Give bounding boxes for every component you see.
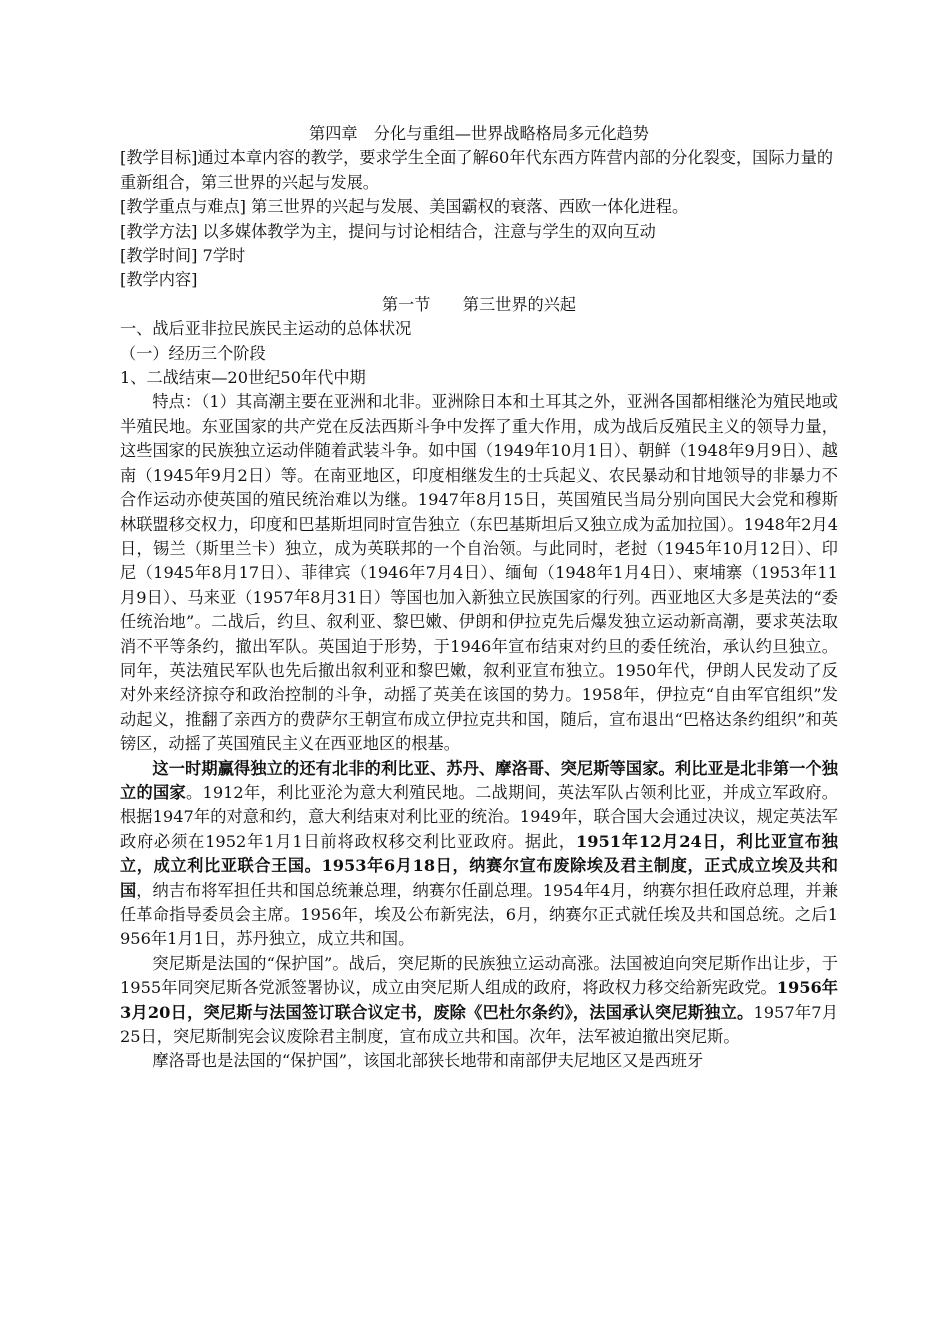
heading-level-2: （一）经历三个阶段: [120, 343, 266, 363]
bold-text: 1956年3月20日，突尼斯与法国签订联合议定书，废除《巴杜尔条约》，法国承认突尼斯独立。: [120, 978, 838, 1022]
chapter-title: 第四章 分化与重组—世界战略格局多元化趋势: [309, 124, 649, 143]
body-text: 1957年7月25日，突尼斯制宪会议废除君主制度，宣布成立共和国。次年，法军被迫撤出突尼斯。: [120, 1002, 839, 1047]
teaching-goal: [教学目标]通过本章内容的教学，要求学生全面了解60年代东西方阵营内部的分化裂变，国际力量的重新组合，第三世界的兴起与发展。: [120, 148, 834, 192]
teaching-method: [教学方法] 以多媒体教学为主，提问与讨论相结合，注意与学生的双向互动: [120, 221, 656, 241]
teaching-time: [教学时间] 7学时: [120, 246, 246, 266]
paragraph-asia: 特点：（1）其高潮主要在亚洲和北非。亚洲除日本和土耳其之外，亚洲各国都相继沦为殖民地或半殖民地。东亚国家的共产党在反法西斯斗争中发挥了重大作用，成为战后反殖民主义的领导力量，这些国家的民族独立运动伴随着武装斗争。如中国（1949年10月1日）、朝鲜（1948年9月9日）、越南（1945年9月2日）等。在南亚地区，印度相继发生的士兵起义、农民暴动和甘地领导的非暴力不合作运动亦使英国的殖民统治难以为继。1947年8月15日，英国殖民当局分别向国民大会党和穆斯林联盟移交权力，印度和巴基斯坦同时宣告独立（东巴基斯坦后又独立成为孟加拉国）。1948年2月4日，锡兰（斯里兰卡）独立，成为英联邦的一个自治领。与此同时，老挝（1945年10月12日）、印尼（1945年8月17日）、菲律宾（1946年7月4日）、缅甸（1948年1月4日）、柬埔寨（1953年11月9日）、马来亚（1957年8月31日）等国也加入新独立民族国家的行列。西亚地区大多是英法的“委任统治地”。二战后，约旦、叙利亚、黎巴嫩、伊朗和伊拉克先后爆发独立运动新高潮，要求英法取消不平等条约，撤出军队。英国迫于形势，于1946年宣布结束对约旦的委任统治，承认约旦独立。同年，英法殖民军队也先后撤出叙利亚和黎巴嫩，叙利亚宣布独立。1950年代，伊朗人民发动了反对外来经济掠夺和政治控制的斗争，动摇了英美在该国的势力。1958年，伊拉克“自由军官组织”发动起义，推翻了亲西方的费萨尔王朝宣布成立伊拉克共和国，随后，宣布退出“巴格达条约组织”和英镑区，动摇了英国殖民主义在西亚地区的根基。: [120, 392, 838, 754]
paragraph-tunisia: [120, 952, 838, 1050]
body-text: ，纳吉布将军担任共和国总统兼总理，纳赛尔任副总理。1954年4月，纳赛尔担任政府总理，并兼任革命指导委员会主席。1956年，埃及公布新宪法，6月，纳赛尔正式就任埃及共和国总统。之后1956年1月1日，苏丹独立，成立共和国。: [120, 880, 839, 949]
paragraph-morocco: 摩洛哥也是法国的“保护国”，该国北部狭长地带和南部伊夫尼地区又是西班牙: [152, 1051, 704, 1071]
bold-text: 1951年12月24日，利比亚宣布独立，成立利比亚联合王国。1953年6月18日，纳赛尔宣布废除埃及君主制度，正式成立埃及共和国: [120, 831, 838, 900]
paragraph-north-africa: [120, 757, 838, 952]
heading-level-3: 1、二战结束—20世纪50年代中期: [120, 368, 366, 388]
body-text: 。1912年，利比亚沦为意大利殖民地。二战期间，英法军队占领利比亚，并成立军政府。根据1947年的对意和约，意大利结束对利比亚的统治。1949年，联合国大会通过决议，规定英法军政府必须在1952年1月1日前将政权移交利比亚政府。据此，: [120, 782, 838, 851]
document-page: [120, 122, 838, 1074]
heading-level-1: 一、战后亚非拉民族民主运动的总体状况: [120, 319, 412, 339]
bold-text: 这一时期赢得独立的还有北非的利比亚、苏丹、摩洛哥、突尼斯等国家。利比亚是北非第一个独立的国家: [120, 758, 838, 802]
section-title: 第一节 第三世界的兴起: [381, 294, 577, 314]
teaching-content-label: [教学内容]: [120, 270, 198, 290]
teaching-key-points: [教学重点与难点] 第三世界的兴起与发展、美国霸权的衰落、西欧一体化进程。: [120, 197, 689, 217]
body-text: 突尼斯是法国的“保护国”。战后，突尼斯的民族独立运动高涨。法国被迫向突尼斯作出让步，于1955年同突尼斯各党派签署协议，成立由突尼斯人组成的政府，将政权力移交给新宪政党。: [120, 953, 838, 998]
